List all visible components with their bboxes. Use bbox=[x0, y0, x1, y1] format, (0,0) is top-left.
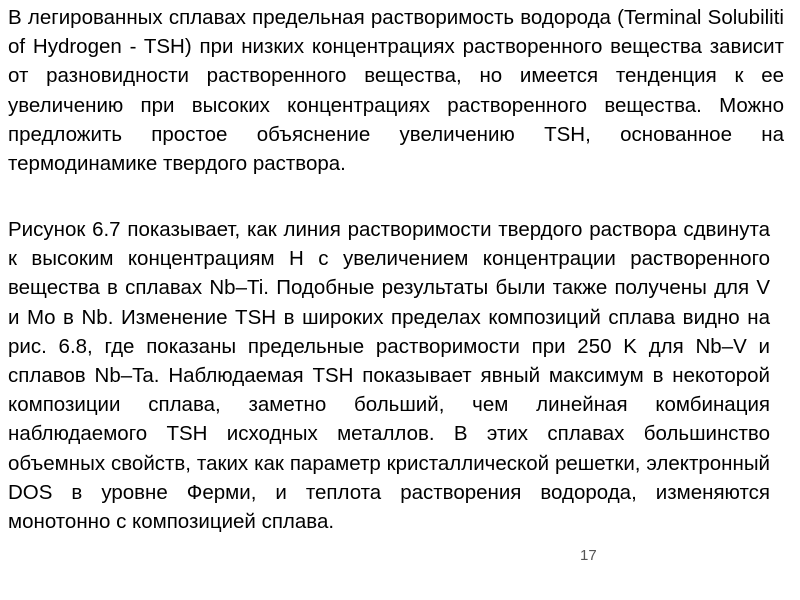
paragraph-1: В легированных сплавах предельная растворимость водорода (Terminal Solubiliti of Hydrogen - TSH) при низких концентрациях растворенного вещества зависит от разновидности растворенного вещества, но имеется тенденция к ее увеличению при высоких концентрациях растворенного вещества. Можно предложить простое объяснение увеличению TSH, основанное на термодинамике твердого раствора. bbox=[8, 6, 784, 176]
page-number: 17 bbox=[580, 547, 597, 564]
paragraph-2: Рисунок 6.7 показывает, как линия растворимости твердого раствора сдвинута к высоким концентрациям H с увеличением концентрации растворенного вещества в сплавах Nb–Ti. Подобные результаты были также получены для V и Mo в Nb. Изменение TSH в широких пределах композиций сплава видно на рис. 6.8, где показаны предельные растворимости при 250 K для Nb–V и сплавов Nb–Ta. Наблюдаемая TSH показывает явный максимум в некоторой композиции сплава, заметно больший, чем линейная комбинация наблюдаемого TSH исходных металлов. В этих сплавах большинство объемных свойств, таких как параметр кристаллической решетки, электронный DOS в уровне Ферми, и теплота растворения водорода, изменяются монотонно с композицией сплава. bbox=[8, 218, 770, 534]
